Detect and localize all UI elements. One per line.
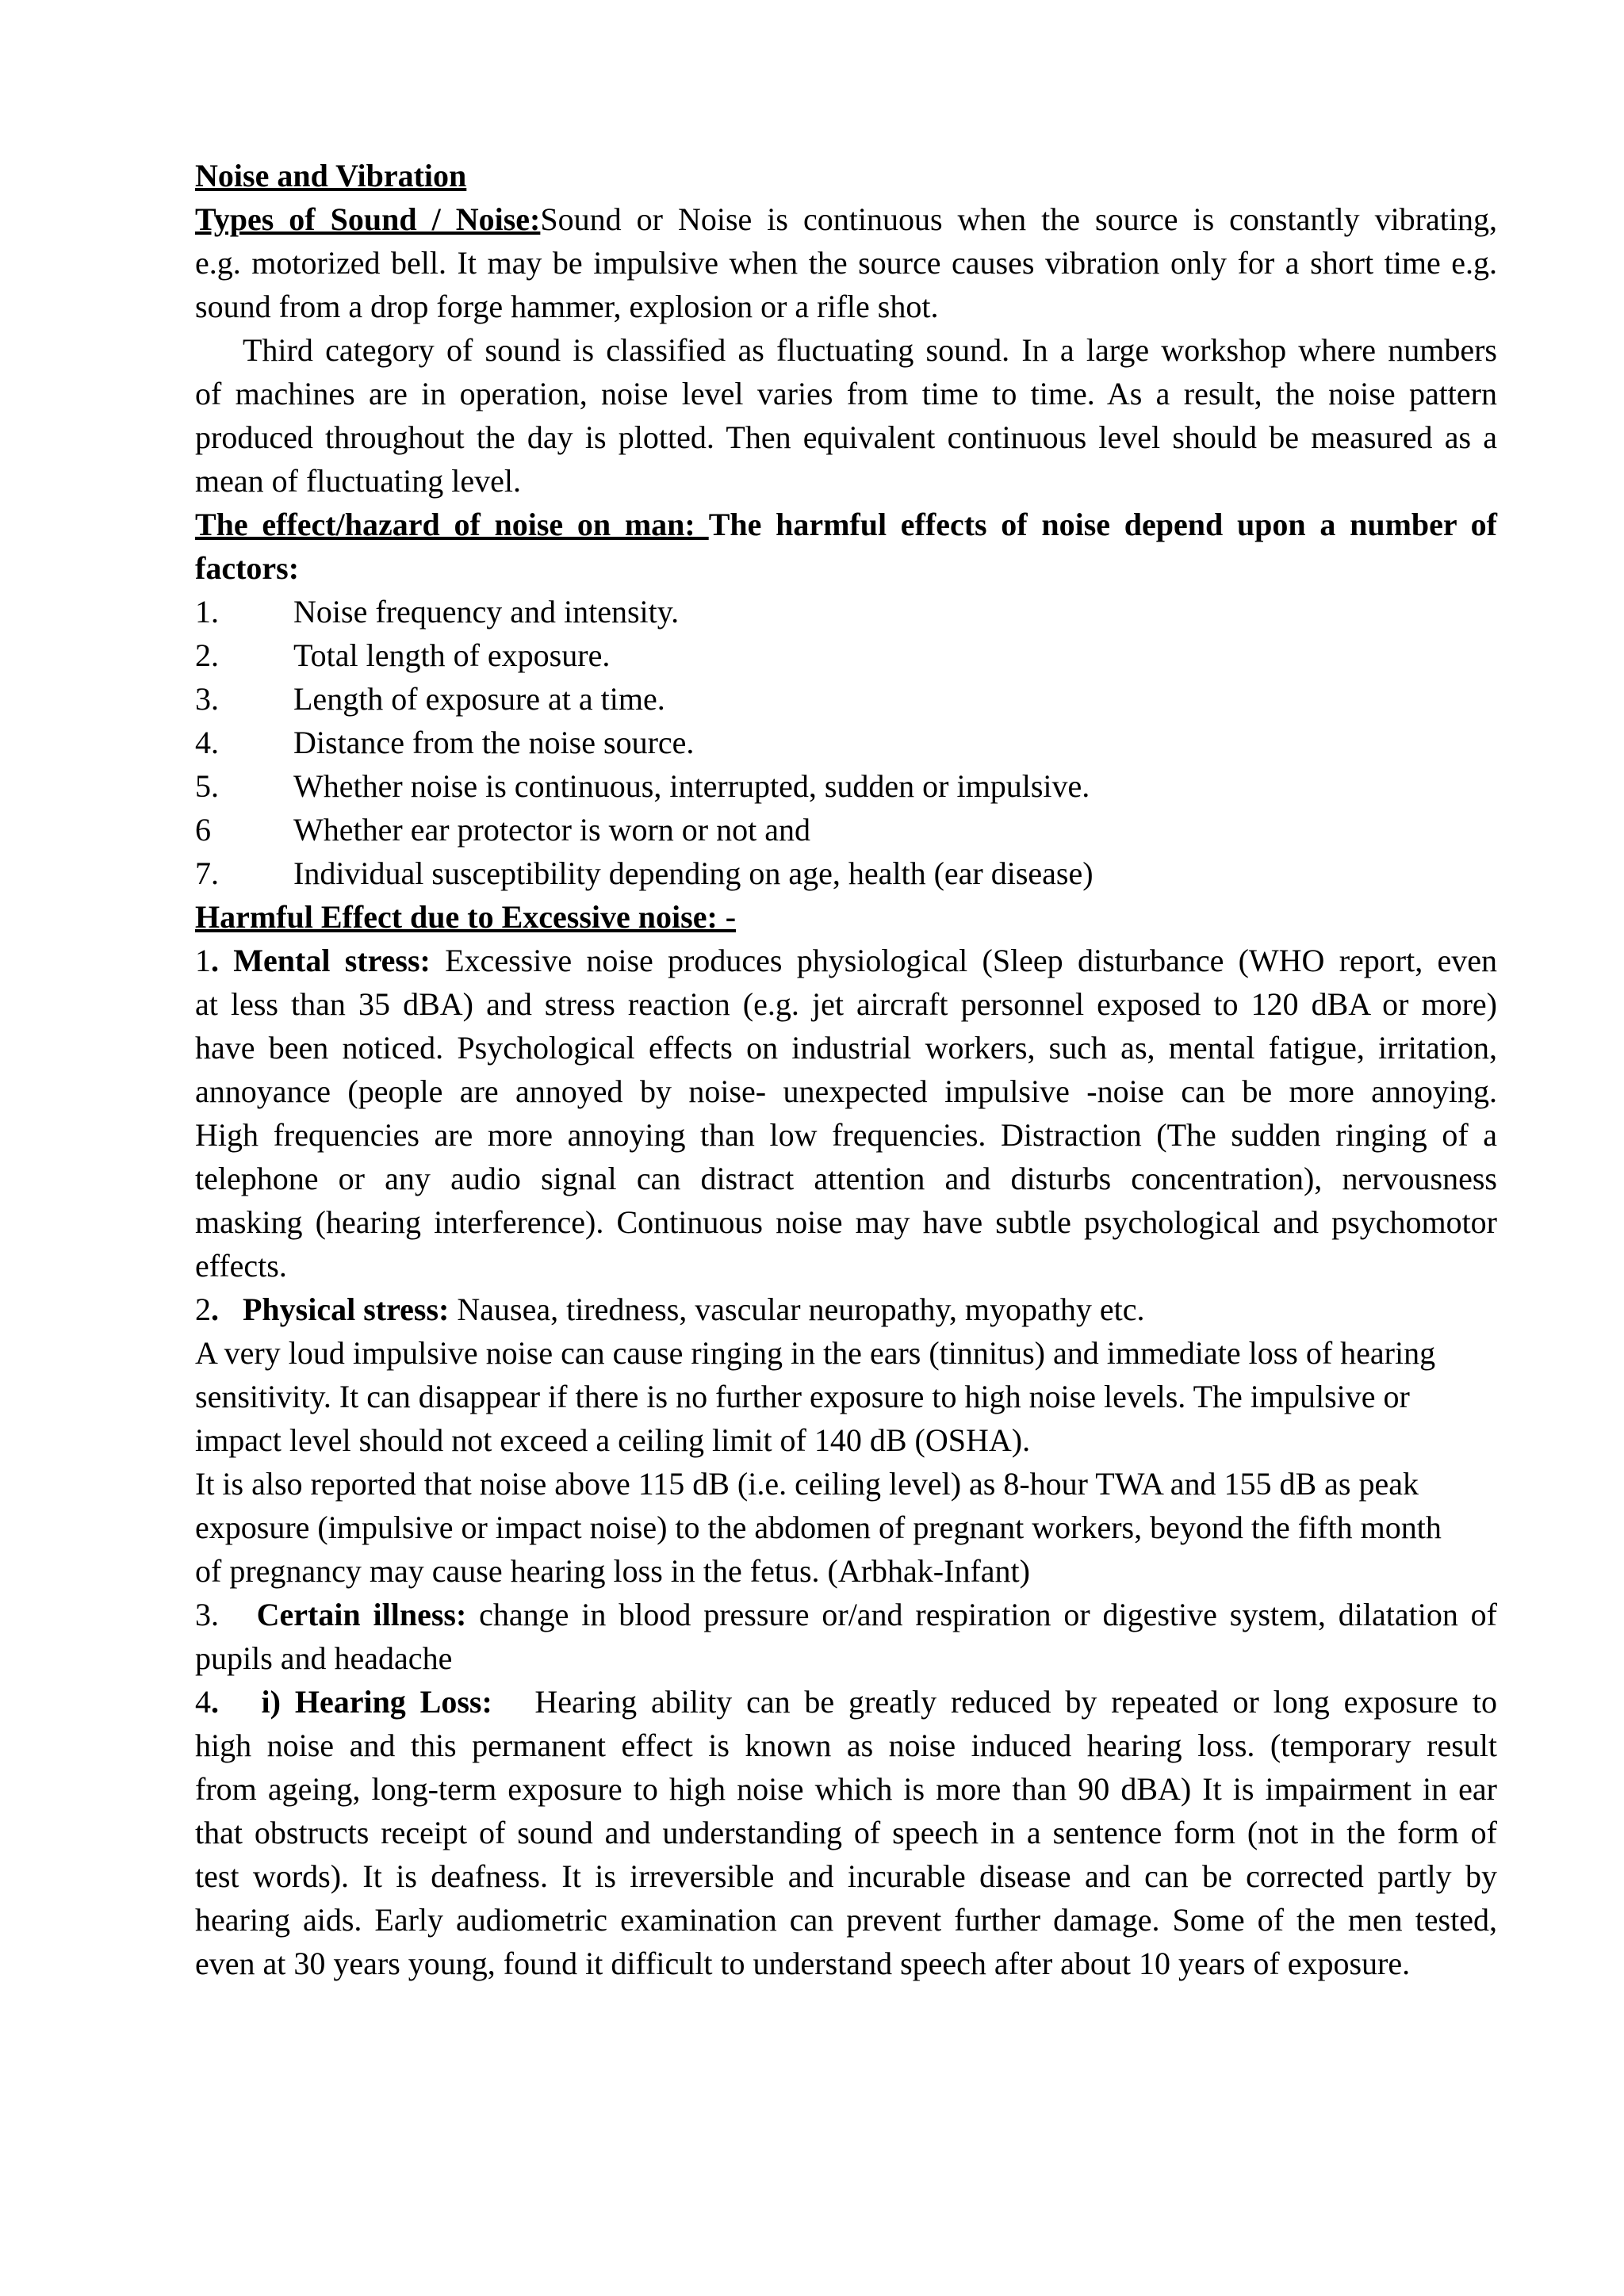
mental-stress-line: effects. [195, 1248, 287, 1284]
list-item [195, 633, 1497, 677]
illness-text: change in blood pressure or/and respiration or digestive system, dilatation of [466, 1597, 1497, 1632]
fluctuating-paragraph-line: Third category of sound is classified as fluctuating sound. In a large workshop where numbers [243, 332, 1497, 368]
list-item-number: 2. [195, 637, 219, 673]
list-item-text: Noise frequency and intensity. [293, 594, 680, 629]
list-item-number: 5. [195, 768, 219, 804]
types-text: Sound or Noise is continuous when the source is constantly vibrating, [540, 201, 1497, 237]
types-heading: Types of Sound / Noise: [195, 201, 541, 237]
mental-stress-line: masking (hearing interference). Continuous noise may have subtle psychological and psychomotor [195, 1204, 1497, 1240]
pregnancy-paragraph-line: exposure (impulsive or impact noise) to the abdomen of pregnant workers, beyond the fifth month [195, 1510, 1442, 1545]
mental-stress-line: have been noticed. Psychological effects on industrial workers, such as, mental fatigue, irritation, [195, 1030, 1497, 1066]
physical-stress-line [195, 1288, 1497, 1331]
illness-label: Certain illness: [256, 1597, 467, 1632]
effect-heading-line [195, 503, 1497, 546]
page-title: Noise and Vibration [195, 158, 467, 193]
hearing-loss-line: high noise and this permanent effect is known as noise induced hearing loss. (temporary result [195, 1728, 1497, 1763]
fluctuating-paragraph-line: produced throughout the day is plotted. Then equivalent continuous level should be measured as a [195, 419, 1497, 455]
list-item-number: 7. [195, 855, 219, 891]
hearing-loss-text: Hearing ability can be greatly reduced by repeated or long exposure to [492, 1684, 1498, 1720]
list-item-text: Whether noise is continuous, interrupted, sudden or impulsive. [293, 768, 1090, 804]
factors-list [195, 590, 1497, 895]
impulsive-paragraph-line: impact level should not exceed a ceiling limit of 140 dB (OSHA). [195, 1422, 1031, 1458]
mental-stress-line [195, 939, 1497, 982]
mental-stress-line: telephone or any audio signal can distract attention and disturbs concentration), nervousness [195, 1161, 1497, 1196]
hearing-loss-line: test words). It is deafness. It is irreversible and incurable disease and can be corrected partly by [195, 1858, 1497, 1894]
list-item-text: Individual susceptibility depending on age, health (ear disease) [293, 855, 1094, 891]
list-item-text: Length of exposure at a time. [293, 681, 665, 717]
list-item [195, 677, 1497, 721]
list-item-number: 3. [195, 681, 219, 717]
mental-stress-line: High frequencies are more annoying than low frequencies. Distraction (The sudden ringing of a [195, 1117, 1497, 1153]
harmful-heading: Harmful Effect due to Excessive noise: - [195, 899, 737, 935]
impulsive-paragraph-line: A very loud impulsive noise can cause ringing in the ears (tinnitus) and immediate loss of hearing [195, 1335, 1436, 1371]
hearing-loss-line [195, 1680, 1497, 1724]
list-item [195, 590, 1497, 633]
physical-stress-label: . Physical stress: [211, 1292, 450, 1327]
item-number: 1 [195, 943, 211, 978]
fluctuating-paragraph-line: mean of fluctuating level. [195, 463, 521, 499]
fluctuating-paragraph-line: of machines are in operation, noise level varies from time to time. As a result, the noise pattern [195, 376, 1497, 411]
physical-stress-text: Nausea, tiredness, vascular neuropathy, myopathy etc. [449, 1292, 1145, 1327]
list-item-number: 6 [195, 812, 211, 848]
types-paragraph-line: e.g. motorized bell. It may be impulsive when the source causes vibration only for a short time e.g. [195, 245, 1497, 281]
list-item [195, 721, 1497, 764]
list-item [195, 851, 1497, 895]
list-item-number: 4. [195, 725, 219, 760]
mental-stress-label: . Mental stress: [211, 943, 431, 978]
effect-text: The harmful effects of noise depend upon a number of [708, 507, 1497, 542]
item-number: 2 [195, 1292, 211, 1327]
hearing-loss-line: from ageing, long-term exposure to high noise which is more than 90 dBA) It is impairment in ear [195, 1771, 1497, 1807]
effect-heading: The effect/hazard of noise on man: [195, 507, 709, 542]
mental-stress-line: at less than 35 dBA) and stress reaction (e.g. jet aircraft personnel exposed to 120 dBA or more) [195, 986, 1497, 1022]
types-paragraph-line [195, 197, 1497, 241]
item-number: 4 [195, 1684, 211, 1720]
mental-stress-line: annoyance (people are annoyed by noise- unexpected impulsive -noise can be more annoying. [195, 1073, 1497, 1109]
impulsive-paragraph-line: sensitivity. It can disappear if there is no further exposure to high noise levels. The impulsive or [195, 1379, 1410, 1414]
list-item-text: Whether ear protector is worn or not and [293, 812, 810, 848]
mental-stress-text: Excessive noise produces physiological (Sleep disturbance (WHO report, even [430, 943, 1497, 978]
pregnancy-paragraph-line: It is also reported that noise above 115 dB (i.e. ceiling level) as 8-hour TWA and 155 dB as peak [195, 1466, 1419, 1502]
item-number: 3. [195, 1597, 257, 1632]
hearing-loss-label: . i) Hearing Loss: [211, 1684, 492, 1720]
pregnancy-paragraph-line: of pregnancy may cause hearing loss in the fetus. (Arbhak-Infant) [195, 1553, 1030, 1589]
illness-line [195, 1593, 1497, 1636]
document-content [195, 154, 1497, 1985]
hearing-loss-line: that obstructs receipt of sound and understanding of speech in a sentence form (not in the form of [195, 1815, 1497, 1850]
hearing-loss-line: even at 30 years young, found it difficult to understand speech after about 10 years of exposure. [195, 1946, 1411, 1981]
hearing-loss-line: hearing aids. Early audiometric examination can prevent further damage. Some of the men tested, [195, 1902, 1497, 1938]
list-item-number: 1. [195, 594, 219, 629]
effect-heading-line: factors: [195, 550, 300, 586]
list-item [195, 808, 1497, 851]
illness-line: pupils and headache [195, 1640, 453, 1676]
list-item [195, 764, 1497, 808]
types-paragraph-line: sound from a drop forge hammer, explosion or a rifle shot. [195, 289, 939, 324]
list-item-text: Total length of exposure. [293, 637, 611, 673]
list-item-text: Distance from the noise source. [293, 725, 695, 760]
